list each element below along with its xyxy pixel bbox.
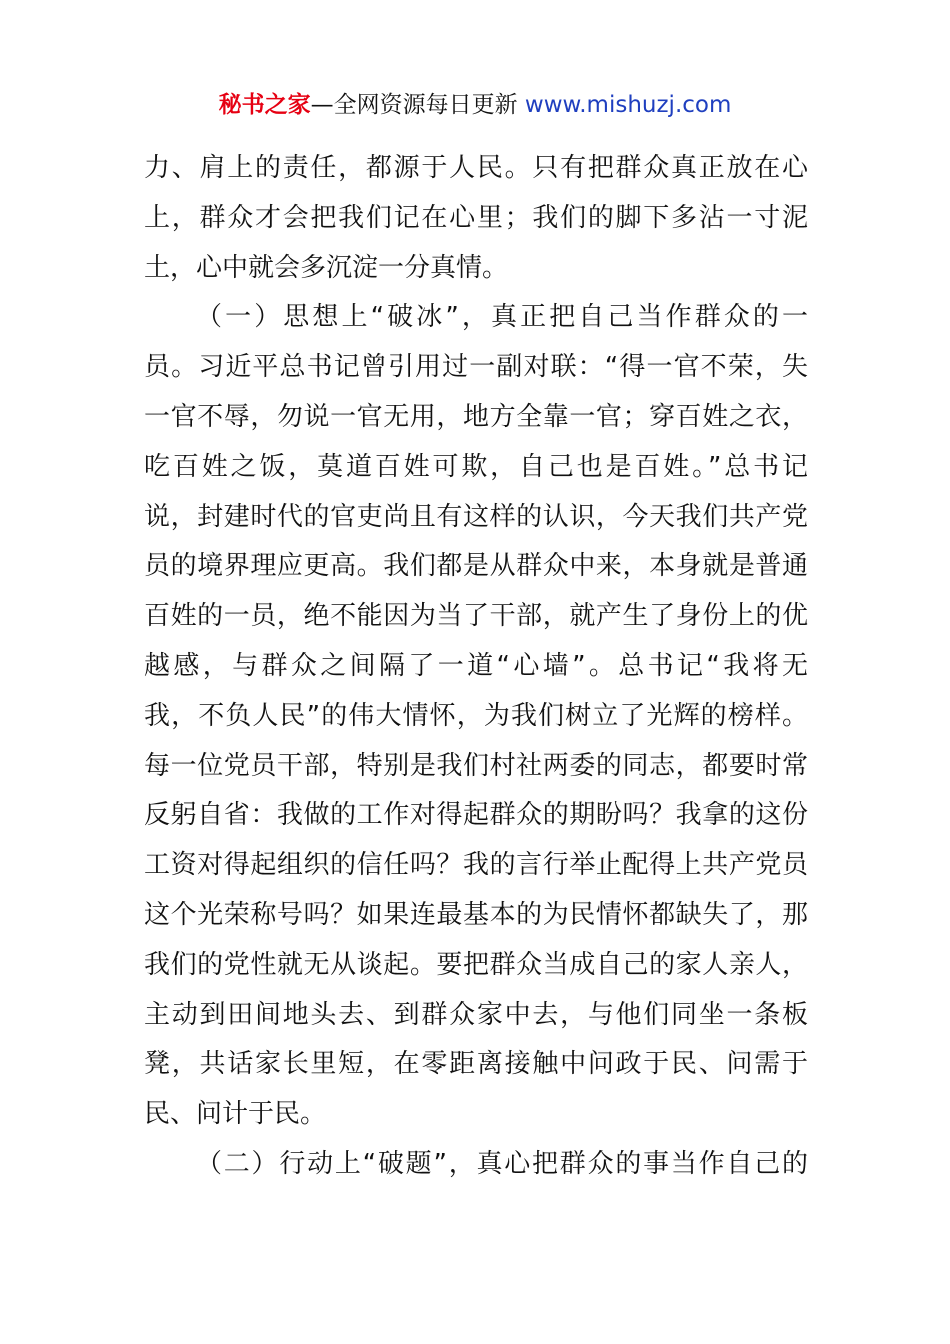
text-line: 我们的党性就无从谈起。要把群众当成自己的家人亲人， bbox=[144, 949, 808, 980]
text-line: 力、肩上的责任，都源于人民。只有把群众真正放在心 bbox=[144, 153, 808, 183]
text-line: 上，群众才会把我们记在心里；我们的脚下多沾一寸泥 bbox=[144, 202, 808, 233]
text-line: 百姓的一员，绝不能因为当了干部，就产生了身份上的优 bbox=[144, 601, 808, 632]
text-line: 说，封建时代的官吏尚且有这样的认识，今天我们共产党 bbox=[144, 501, 808, 532]
text-line: 吃百姓之饭，莫道百姓可欺，自己也是百姓。”总书记 bbox=[144, 451, 808, 482]
text-line: 土，心中就会多沉淀一分真情。 bbox=[144, 252, 509, 283]
text-line: 一官不辱，勿说一官无用，地方全靠一官；穿百姓之衣， bbox=[144, 401, 808, 432]
header-tagline: —全网资源每日更新 bbox=[310, 92, 525, 118]
text-line: 反躬自省：我做的工作对得起群众的期盼吗？我拿的这份 bbox=[144, 800, 808, 831]
text-line: （二）行动上“破题”，真心把群众的事当作自己的 bbox=[196, 1148, 808, 1179]
text-line: （一）思想上“破冰”，真正把自己当作群众的一 bbox=[196, 302, 808, 333]
site-header bbox=[0, 88, 950, 122]
text-line: 每一位党员干部，特别是我们村社两委的同志，都要时常 bbox=[144, 750, 808, 781]
text-line: 主动到田间地头去、到群众家中去，与他们同坐一条板 bbox=[144, 999, 808, 1030]
text-line: 凳，共话家长里短，在零距离接触中问政于民、问需于 bbox=[144, 1049, 808, 1080]
text-line: 员。习近平总书记曾引用过一副对联：“得一官不荣，失 bbox=[144, 352, 808, 383]
text-line: 这个光荣称号吗？如果连最基本的为民情怀都缺失了，那 bbox=[144, 899, 808, 930]
site-url-link[interactable]: www.mishuzj.com bbox=[524, 92, 732, 118]
text-line: 民、问计于民。 bbox=[144, 1099, 327, 1130]
document-body bbox=[144, 144, 808, 1190]
text-line: 越感，与群众之间隔了一道“心墙”。总书记“我将无 bbox=[144, 650, 808, 681]
text-line: 我，不负人民”的伟大情怀，为我们树立了光辉的榜样。 bbox=[144, 700, 808, 731]
text-line: 员的境界理应更高。我们都是从群众中来，本身就是普通 bbox=[144, 551, 808, 582]
text-line: 工资对得起组织的信任吗？我的言行举止配得上共产党员 bbox=[144, 850, 808, 881]
brand-name: 秘书之家 bbox=[218, 92, 311, 118]
